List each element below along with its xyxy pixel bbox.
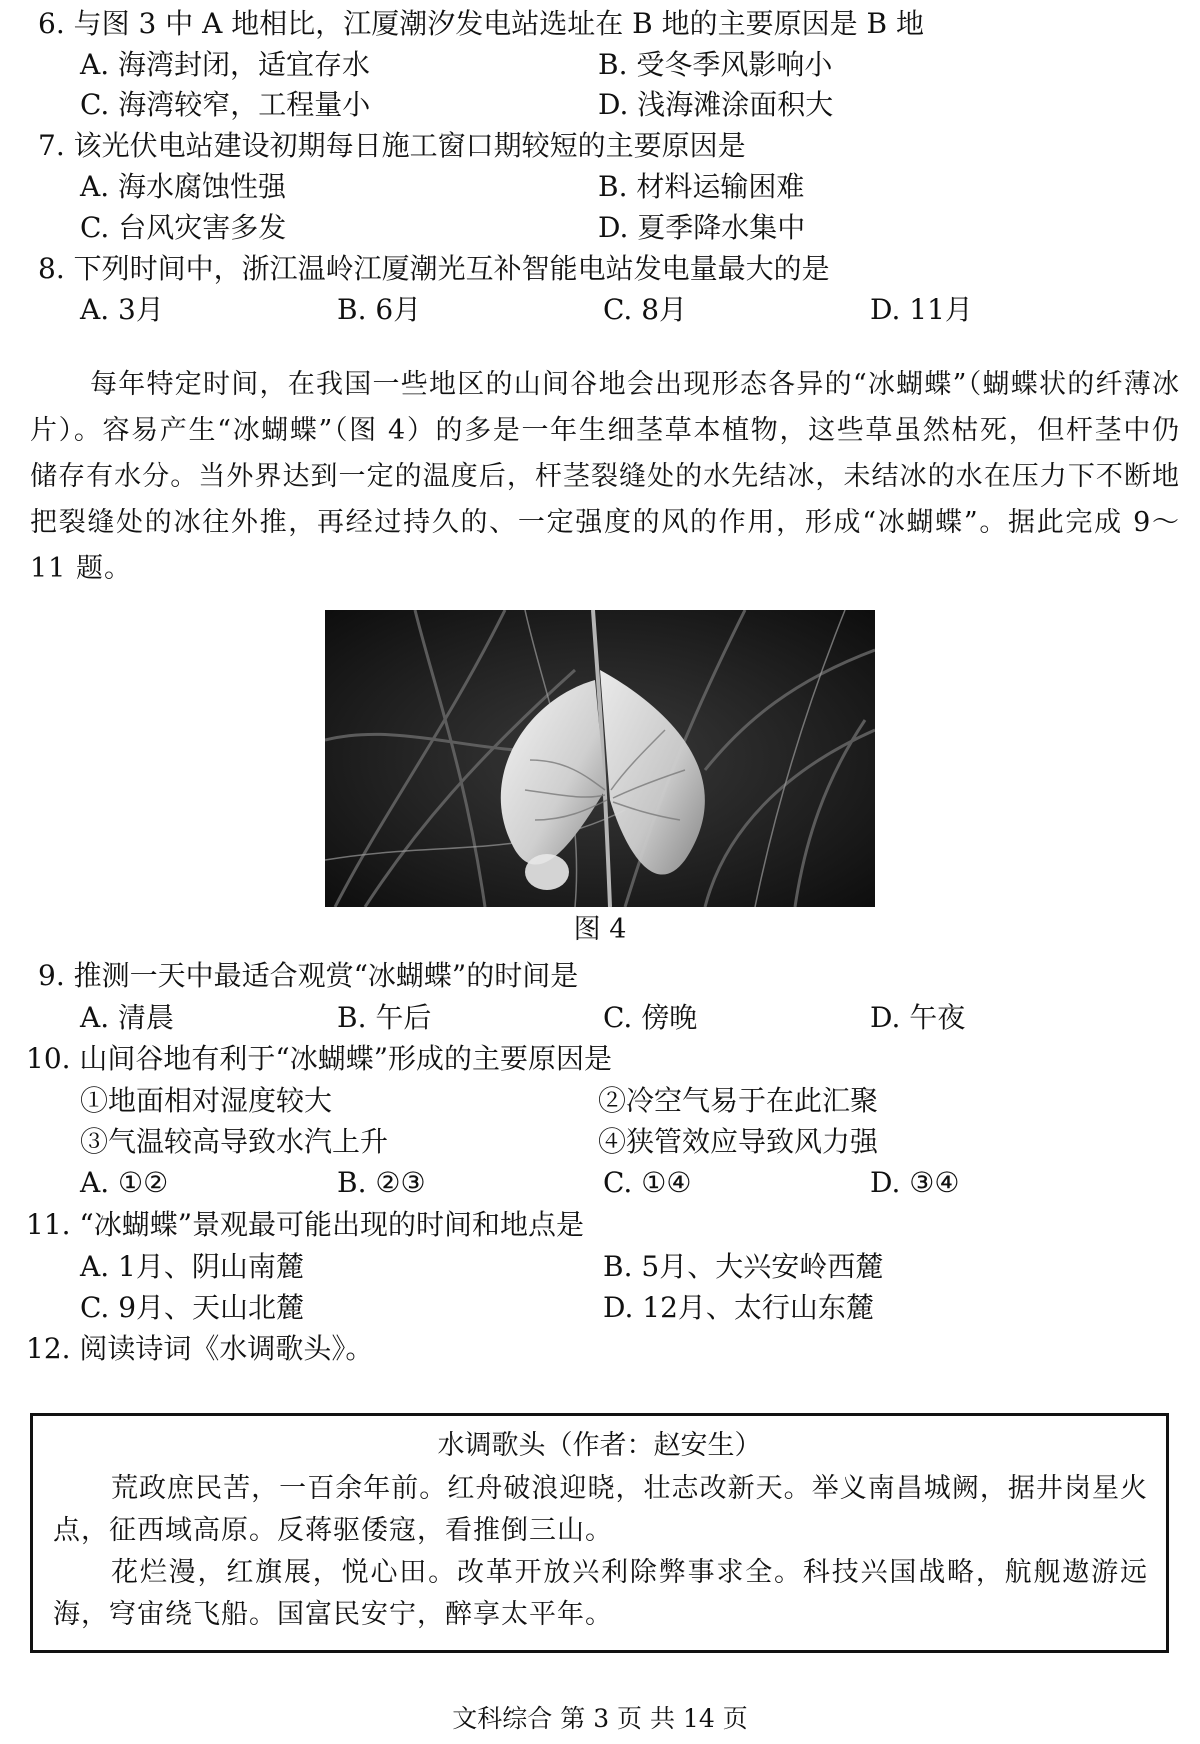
q8-option-c: C. 8月 — [603, 293, 688, 326]
poem-stanza-2: 花烂漫，红旗展，悦心田。改革开放兴利除弊事求全。科技兴国战略，航舰遨游远海，穹宙绕飞船。国富民安宁，醉享太平年。 — [53, 1557, 1148, 1630]
q11-option-b: B. 5月、大兴安岭西麓 — [603, 1250, 884, 1283]
figure-4-caption: 图 4 — [573, 914, 627, 945]
q10-statement-4: ④狭管效应导致风力强 — [598, 1125, 879, 1158]
q9-option-d: D. 午夜 — [870, 1001, 966, 1034]
page-footer: 文科综合 第 3 页 共 14 页 — [452, 1704, 748, 1733]
poem-title: 水调歌头（作者：赵安生） — [437, 1430, 762, 1461]
poem-box — [30, 1413, 1169, 1653]
q9-option-a: A. 清晨 — [80, 1001, 175, 1034]
poem-stanza-1: 荒政庶民苦，一百余年前。红舟破浪迎晓，壮志改新天。举义南昌城阙，据井岗星火点，征西域高原。反蒋驱倭寇，看推倒三山。 — [53, 1473, 1148, 1546]
q9-option-b: B. 午后 — [337, 1001, 432, 1034]
q10-statement-2: ②冷空气易于在此汇聚 — [598, 1084, 879, 1117]
q7-option-d: D. 夏季降水集中 — [598, 211, 806, 244]
q10-option-b: B. ②③ — [337, 1166, 426, 1199]
q11-option-c: C. 9月、天山北麓 — [80, 1291, 305, 1324]
q10-option-d: D. ③④ — [870, 1166, 960, 1199]
q7-option-a: A. 海水腐蚀性强 — [80, 170, 287, 203]
question-9-stem: 9. 推测一天中最适合观赏“冰蝴蝶”的时间是 — [38, 959, 579, 992]
reading-passage: 每年特定时间，在我国一些地区的山间谷地会出现形态各异的“冰蝴蝶”（蝴蝶状的纤薄冰片）。容易产生“冰蝴蝶”（图 4）的多是一年生细茎草本植物，这些草虽然枯死，但杆茎中仍储存有水分。当外界达到一定的温度后，杆茎裂缝处的水先结冰，未结冰的水在压力下不断地把裂缝处的冰往外推，再经过持久的、一定强度的风的作用，形成“冰蝴蝶”。据此完成 9～11 题。 — [30, 369, 1180, 584]
q9-option-c: C. 傍晚 — [603, 1001, 698, 1034]
q8-option-a: A. 3月 — [80, 293, 164, 326]
question-8-stem: 8. 下列时间中，浙江温岭江厦潮光互补智能电站发电量最大的是 — [38, 252, 830, 285]
question-11-stem: 11. “冰蝴蝶”景观最可能出现的时间和地点是 — [26, 1208, 585, 1241]
q6-option-b: B. 受冬季风影响小 — [598, 48, 833, 81]
question-10-stem: 10. 山间谷地有利于“冰蝴蝶”形成的主要原因是 — [26, 1042, 613, 1075]
q10-option-c: C. ①④ — [603, 1166, 692, 1199]
question-7-stem: 7. 该光伏电站建设初期每日施工窗口期较短的主要原因是 — [38, 129, 746, 162]
question-12-stem: 12. 阅读诗词《水调歌头》。 — [26, 1332, 374, 1365]
q7-option-c: C. 台风灾害多发 — [80, 211, 287, 244]
q6-option-d: D. 浅海滩涂面积大 — [598, 88, 834, 121]
q6-option-c: C. 海湾较窄，工程量小 — [80, 88, 371, 121]
q8-option-b: B. 6月 — [337, 293, 422, 326]
q7-option-b: B. 材料运输困难 — [598, 170, 805, 203]
q10-statement-1: ①地面相对湿度较大 — [80, 1084, 333, 1117]
q11-option-a: A. 1月、阴山南麓 — [80, 1250, 304, 1283]
q6-option-a: A. 海湾封闭，适宜存水 — [80, 48, 371, 81]
q10-statement-3: ③气温较高导致水汽上升 — [80, 1125, 389, 1158]
q11-option-d: D. 12月、太行山东麓 — [603, 1291, 874, 1324]
question-6-stem: 6. 与图 3 中 A 地相比，江厦潮汐发电站选址在 B 地的主要原因是 B 地 — [38, 7, 925, 40]
q8-option-d: D. 11月 — [870, 293, 973, 326]
q10-option-a: A. ①② — [80, 1166, 169, 1199]
ice-butterfly-photo — [325, 610, 875, 907]
